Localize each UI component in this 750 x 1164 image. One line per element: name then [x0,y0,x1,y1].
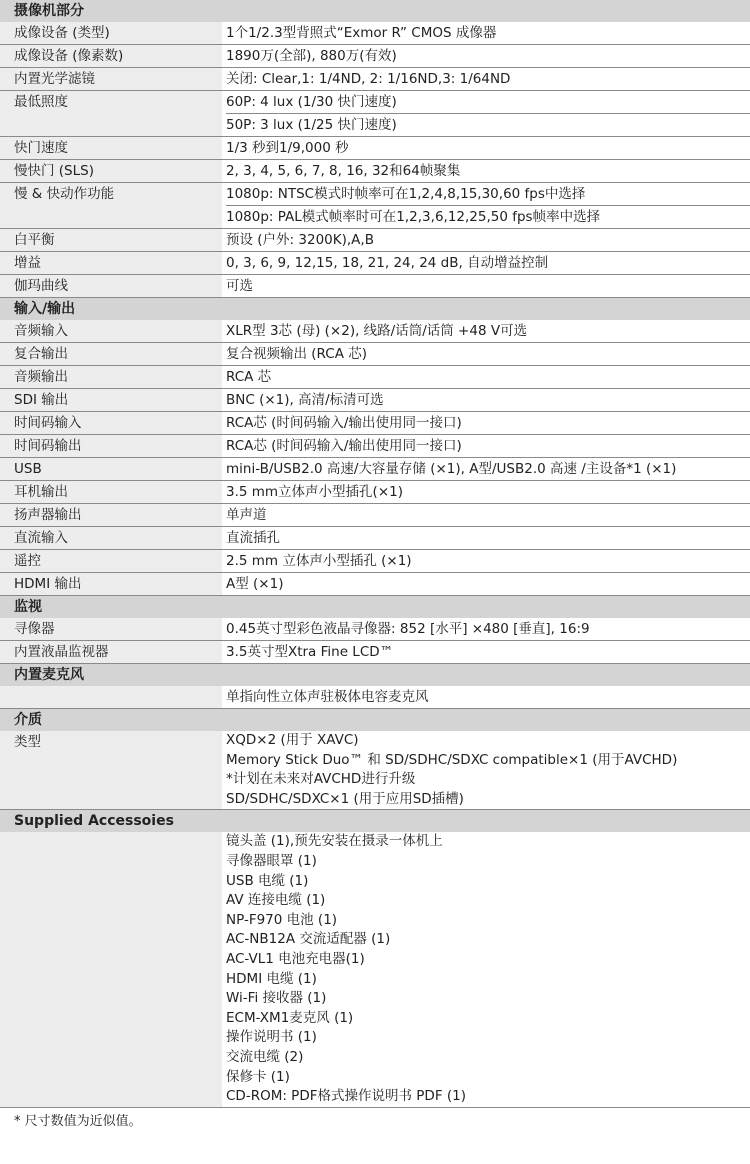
spec-row [0,504,750,527]
spec-row [0,252,750,275]
spec-value: 2, 3, 4, 5, 6, 7, 8, 16, 32和64帧聚集 [226,163,461,179]
spec-value: 单声道 [226,507,267,523]
spec-row [0,91,750,137]
spec-label [0,832,222,1106]
spec-label: 慢快门 (SLS) [0,160,222,182]
spec-value: 镜头盖 (1),预先安装在摄录一体机上 [226,833,443,850]
spec-value-cell [222,389,750,411]
spec-row [0,320,750,343]
spec-value-cell [222,91,750,136]
spec-value-cell [222,320,750,342]
spec-label: 内置液晶监视器 [0,641,222,663]
spec-label: 时间码输入 [0,412,222,434]
spec-value-cell [222,504,750,526]
spec-value: 单指向性立体声驻极体电容麦克风 [226,689,429,705]
spec-label: 音频输出 [0,366,222,388]
spec-value: BNC (×1), 高清/标清可选 [226,392,384,408]
spec-value: *计划在未来对AVCHD进行升级 [226,771,416,788]
spec-value: 1080p: NTSC模式时帧率可在1,2,4,8,15,30,60 fps中选择 [226,186,586,202]
section-header: 介质 [0,709,750,731]
spec-label: 遥控 [0,550,222,572]
spec-label [0,686,222,708]
spec-value-cell [222,686,750,708]
spec-value: AC-NB12A 交流适配器 (1) [226,931,391,948]
section-header: 内置麦克风 [0,664,750,686]
spec-row [0,412,750,435]
spec-value: Wi-Fi 接收器 (1) [226,990,327,1007]
spec-value-cell [222,68,750,90]
spec-value: HDMI 电缆 (1) [226,970,317,987]
spec-value: 0, 3, 6, 9, 12,15, 18, 21, 24, 24 dB, 自动增益控制 [226,255,549,271]
spec-row [0,550,750,573]
spec-row [0,832,750,1107]
spec-value-cell [222,832,750,1106]
spec-value-cell [222,366,750,388]
spec-value: SD/SDHC/SDXC×1 (用于应用SD插槽) [226,790,464,807]
spec-value: 保修卡 (1) [226,1068,290,1085]
spec-label: 直流输入 [0,527,222,549]
spec-row [0,389,750,412]
spec-row [0,137,750,160]
section-header: Supplied Accessoies [0,810,750,832]
spec-row [0,481,750,504]
spec-row [0,435,750,458]
spec-value-cell [222,412,750,434]
spec-row [0,527,750,550]
spec-row [0,275,750,298]
spec-label: USB [0,458,222,480]
spec-row [0,731,750,810]
spec-value-cell [222,183,750,228]
spec-value: 50P: 3 lux (1/25 快门速度) [226,113,750,136]
spec-label: 成像设备 (像素数) [0,45,222,67]
spec-label: 寻像器 [0,618,222,640]
spec-value: 复合视频输出 (RCA 芯) [226,346,367,362]
spec-value: RCA 芯 [226,369,272,385]
spec-row [0,458,750,481]
spec-label: 慢 & 快动作功能 [0,183,222,228]
spec-value: 60P: 4 lux (1/30 快门速度) [226,94,397,110]
spec-row [0,686,750,709]
spec-value: ECM-XM1麦克风 (1) [226,1009,354,1026]
spec-row [0,573,750,596]
spec-row [0,366,750,389]
spec-label: HDMI 输出 [0,573,222,595]
spec-value-cell [222,252,750,274]
spec-value-cell [222,573,750,595]
spec-row [0,618,750,641]
section-header: 监视 [0,596,750,618]
spec-value: 预设 (户外: 3200K),A,B [226,232,374,248]
spec-value: 可选 [226,278,253,294]
spec-value-cell [222,45,750,67]
spec-row [0,160,750,183]
spec-value: 交流电缆 (2) [226,1048,304,1065]
spec-label: 扬声器输出 [0,504,222,526]
spec-value: 0.45英寸型彩色液晶寻像器: 852 [水平] ×480 [垂直], 16:9 [226,621,590,637]
spec-value-cell [222,160,750,182]
spec-value-cell [222,458,750,480]
spec-value-cell [222,550,750,572]
spec-value-cell [222,229,750,251]
spec-value: mini-B/USB2.0 高速/大容量存储 (×1), A型/USB2.0 高速 /主设备*1 (×1) [226,461,677,477]
spec-label: SDI 输出 [0,389,222,411]
spec-value: XLR型 3芯 (母) (×2), 线路/话筒/话筒 +48 V可选 [226,323,528,339]
spec-value: CD-ROM: PDF格式操作说明书 PDF (1) [226,1088,466,1105]
spec-value: 1个1/2.3型背照式“Exmor R” CMOS 成像器 [226,25,497,41]
spec-value: 3.5 mm立体声小型插孔(×1) [226,484,403,500]
spec-value-cell [222,137,750,159]
section-header: 输入/输出 [0,298,750,320]
spec-value: USB 电缆 (1) [226,872,309,889]
spec-value: AV 连接电缆 (1) [226,892,326,909]
spec-row [0,68,750,91]
spec-label: 耳机输出 [0,481,222,503]
spec-value-cell [222,618,750,640]
spec-label: 类型 [0,731,222,809]
spec-value-cell [222,435,750,457]
spec-label: 快门速度 [0,137,222,159]
spec-value-cell [222,22,750,44]
spec-label: 复合输出 [0,343,222,365]
spec-value-cell [222,275,750,297]
spec-value: XQD×2 (用于 XAVC) [226,732,359,748]
spec-value: 1/3 秒到1/9,000 秒 [226,140,349,156]
spec-value: 2.5 mm 立体声小型插孔 (×1) [226,553,412,569]
spec-row [0,229,750,252]
spec-row [0,22,750,45]
spec-label: 内置光学滤镜 [0,68,222,90]
spec-row [0,45,750,68]
spec-value: 寻像器眼罩 (1) [226,852,317,869]
spec-value: RCA芯 (时间码输入/输出使用同一接口) [226,438,462,454]
spec-row [0,641,750,664]
spec-label: 伽玛曲线 [0,275,222,297]
spec-value: Memory Stick Duo™ 和 SD/SDHC/SDXC compatible×1 (用于AVCHD) [226,751,678,768]
spec-value: 1890万(全部), 880万(有效) [226,48,397,64]
footnote: * 尺寸数值为近似值。 [14,1113,142,1129]
spec-value-cell [222,481,750,503]
spec-value-cell [222,731,750,809]
spec-value: RCA芯 (时间码输入/输出使用同一接口) [226,415,462,431]
spec-label: 增益 [0,252,222,274]
spec-value: NP-F970 电池 (1) [226,911,338,928]
spec-value: A型 (×1) [226,576,284,592]
spec-value: 关闭: Clear,1: 1/4ND, 2: 1/16ND,3: 1/64ND [226,71,511,87]
spec-value: 直流插孔 [226,530,280,546]
spec-value-cell [222,343,750,365]
spec-value: 1080p: PAL模式帧率时可在1,2,3,6,12,25,50 fps帧率中选择 [226,205,750,228]
spec-value-cell [222,641,750,663]
spec-label: 白平衡 [0,229,222,251]
spec-label: 最低照度 [0,91,222,136]
spec-value: 3.5英寸型Xtra Fine LCD™ [226,644,394,660]
spec-label: 时间码输出 [0,435,222,457]
spec-value: 操作说明书 (1) [226,1029,317,1046]
spec-label: 音频输入 [0,320,222,342]
spec-value: AC-VL1 电池充电器(1) [226,950,365,967]
spec-row [0,343,750,366]
spec-label: 成像设备 (类型) [0,22,222,44]
section-header: 摄像机部分 [0,0,750,22]
spec-row [0,183,750,229]
spec-value-cell [222,527,750,549]
